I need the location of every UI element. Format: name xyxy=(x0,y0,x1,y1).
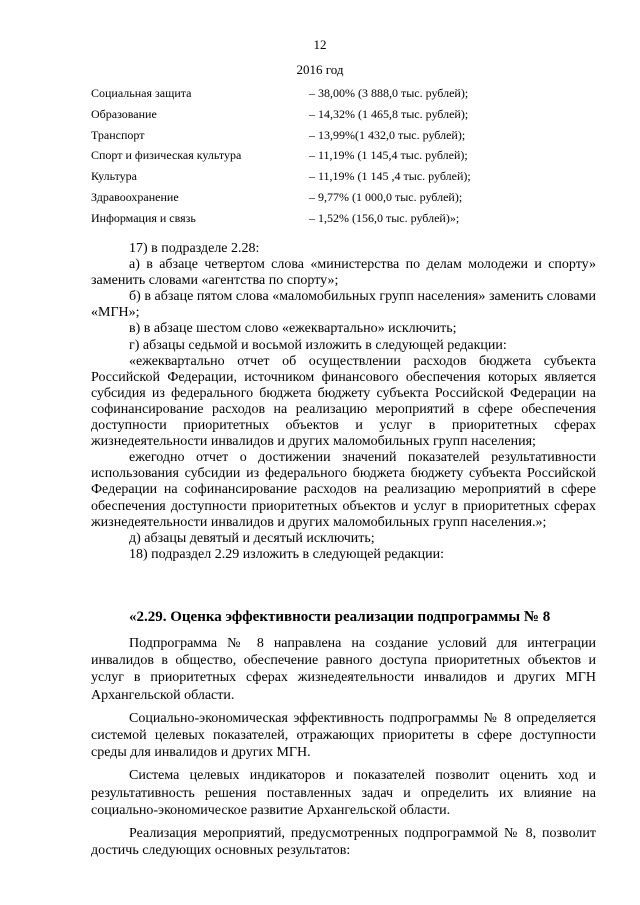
stat-label: Здравоохранение xyxy=(91,189,179,204)
paragraph: а) в абзаце четвертом слова «министерства по делам молодежи и спорту» заменить словами «агентства по спорту»; xyxy=(91,257,596,289)
stat-value: – 38,00% (3 888,0 тыс. рублей); xyxy=(309,86,469,100)
stat-row xyxy=(91,104,611,125)
paragraph: «ежеквартально отчет об осуществлении расходов бюджета субъекта Российской Федерации, источником финансового обеспечения которых является субсидия из федерального бюджета бюджету субъекта Российской Федерации на софинансирование расходов на реализацию мероприятий в сфере обеспечения доступности приоритетных объектов и услуг в приоритетных сферах жизнедеятельности инвалидов и других маломобильных групп населения; xyxy=(91,353,596,450)
year-heading: 2016 год xyxy=(296,62,344,77)
paragraph: г) абзацы седьмой и восьмой изложить в следующей редакции: xyxy=(129,337,507,353)
stat-label: Социальная защита xyxy=(91,86,192,100)
page-number: 12 xyxy=(313,37,327,52)
section-body xyxy=(91,635,596,865)
stat-row xyxy=(91,125,611,146)
paragraph: 17) в подразделе 2.28: xyxy=(129,241,260,256)
stat-value: – 14,32% (1 465,8 тыс. рублей); xyxy=(309,106,469,121)
stat-value: – 13,99%(1 432,0 тыс. рублей); xyxy=(309,127,466,142)
stat-value: – 9,77% (1 000,0 тыс. рублей); xyxy=(309,189,463,204)
paragraph: Система целевых индикаторов и показателей позволит оценить ход и результативность решения поставленных задач и определить их влияние на социально-экономическое развитие Архангельской области. xyxy=(91,768,596,818)
stat-label: Культура xyxy=(91,169,137,184)
stat-value: – 1,52% (156,0 тыс. рублей)»; xyxy=(309,210,460,225)
paragraph: ежегодно отчет о достижении значений показателей результативности использования субсидии из федерального бюджета бюджету субъекта Российской Федерации на софинансирование расходов на реализацию мероприятий в сфере обеспечения доступности приоритетных объектов и услуг в приоритетных сферах жизнедеятельности инвалидов и других маломобильных групп населения.»; xyxy=(91,450,596,530)
spending-breakdown xyxy=(91,83,611,229)
stat-value: – 11,19% (1 145 ,4 тыс. рублей); xyxy=(309,169,471,184)
stat-row xyxy=(91,208,611,229)
paragraph: д) абзацы девятый и десятый исключить; xyxy=(129,530,375,546)
stat-row xyxy=(91,187,611,208)
paragraph: б) в абзаце пятом слова «маломобильных групп населения» заменить словами «МГН»; xyxy=(91,289,596,321)
paragraph: Социально-экономическая эффективность подпрограммы № 8 определяется системой целевых показателей, отражающих приоритеты в сфере доступности среды для инвалидов и других МГН. xyxy=(91,710,596,761)
stat-label: Образование xyxy=(91,106,157,121)
amendment-list xyxy=(91,241,596,563)
stat-label: Информация и связь xyxy=(91,210,196,225)
paragraph: 18) подраздел 2.29 изложить в следующей редакции: xyxy=(129,546,444,562)
stat-row xyxy=(91,83,611,104)
paragraph: Подпрограмма № 8 направлена на создание условий для интеграции инвалидов в общество, обеспечение равного доступа приоритетных объектов и услуг в приоритетных сферах жизнедеятельности инвалидов и других МГН Архангельской области. xyxy=(91,636,596,703)
paragraph: в) в абзаце шестом слово «ежеквартально» исключить; xyxy=(129,321,457,337)
paragraph: Реализация мероприятий, предусмотренных подпрограммой № 8, позволит достичь следующих основных результатов: xyxy=(91,826,596,859)
stat-row xyxy=(91,166,611,187)
stat-label: Спорт и физическая культура xyxy=(91,148,242,163)
section-heading: «2.29. Оценка эффективности реализации подпрограммы № 8 xyxy=(129,609,551,625)
stat-value: – 11,19% (1 145,4 тыс. рублей); xyxy=(309,148,468,163)
stat-row xyxy=(91,145,611,166)
stat-label: Транспорт xyxy=(91,127,145,142)
